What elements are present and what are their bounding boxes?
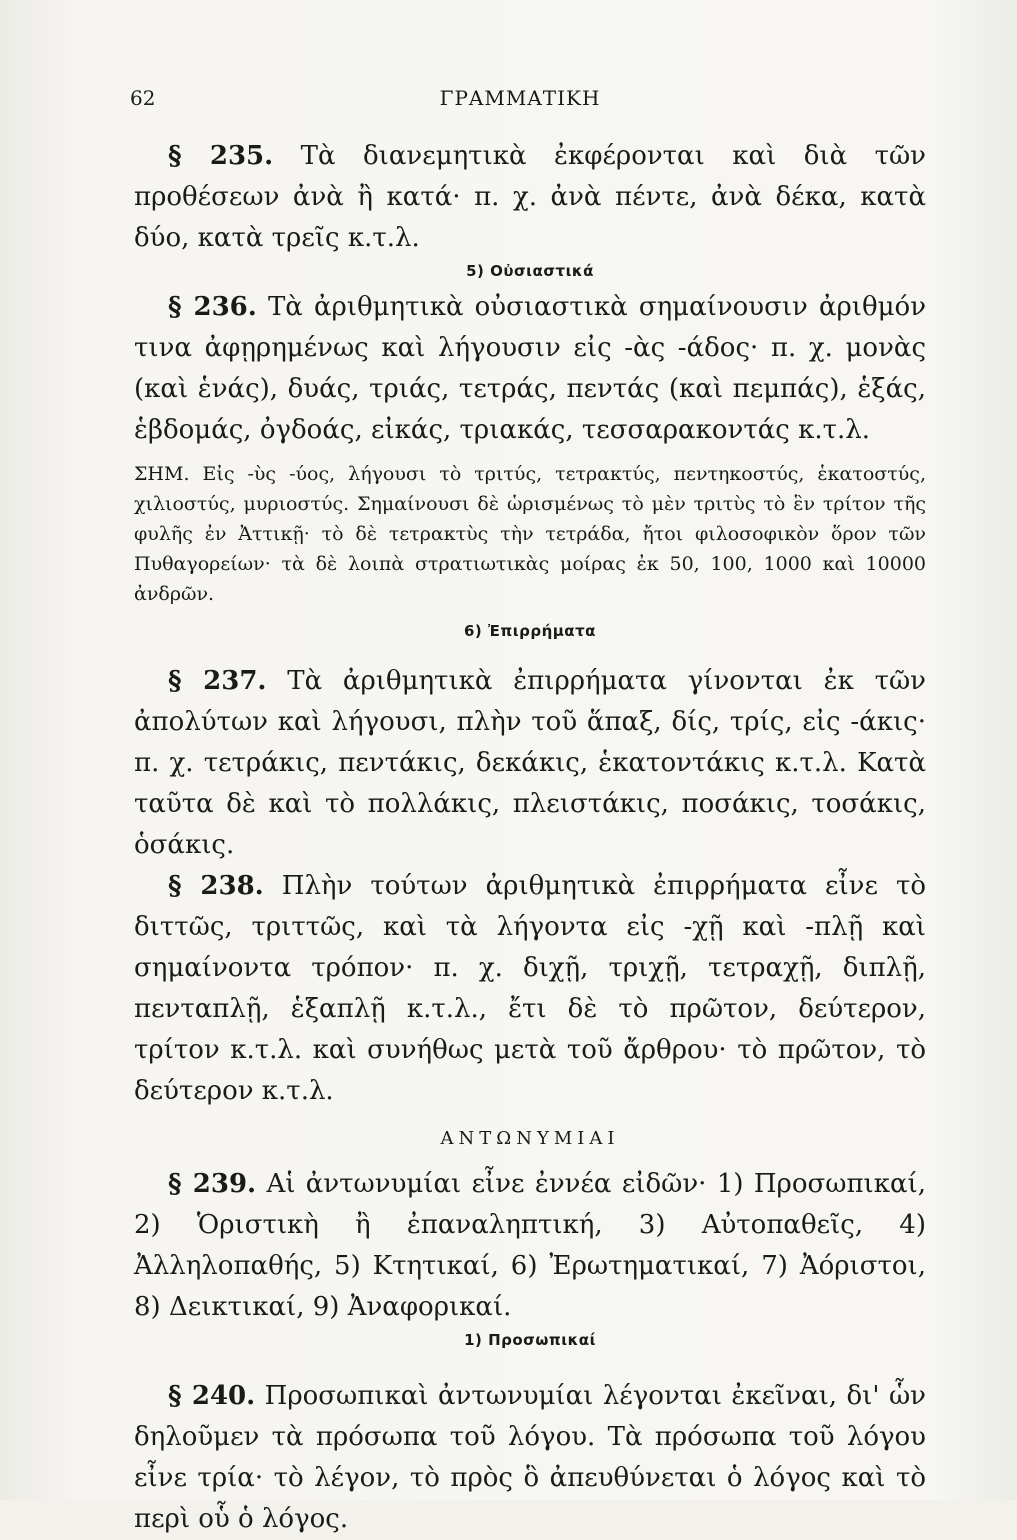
section-text: Τὰ διανεμητικὰ ἐκφέρονται καὶ διὰ τῶν προθέσεων ἀνὰ ἢ κατά· π. χ. ἀνὰ πέντε, ἀνὰ δέκα, κατὰ δύο, κατὰ τρεῖς κ.τ.λ. [134, 141, 926, 253]
section-text: Τὰ ἀριθμητικὰ οὐσιαστικὰ σημαίνουσιν ἀριθμόν τινα ἀφῃρημένως καὶ λήγουσιν εἰς -ὰς -άδος· π. χ. μονὰς (καὶ ἑνάς), δυάς, τριάς, τετράς, πεντάς (καὶ πεμπάς), ἑξάς, ἑβδομάς, ὀγδοάς, εἰκάς, τριακάς, τεσσαρακοντάς κ.τ.λ. [134, 292, 926, 445]
note-paragraph [134, 459, 926, 609]
note-text: Εἰς -ὺς -ύος, λήγουσι τὸ τριτύς, τετρακτύς, πεντηκοστύς, ἑκατοστύς, χιλιοστύς, μυριοστύς. Σημαίνουσι δὲ ὡρισμένως τὸ μὲν τριτὺς τὸ ἓν τρίτον τῆς φυλῆς ἐν Ἀττικῇ· τὸ δὲ τετρακτὺς τὴν τετράδα, ἤτοι φιλοσοφικὸν ὅρον τῶν Πυθαγορείων· τὰ δὲ λοιπὰ στρατιωτικὰς μοίρας ἐκ 50, 100, 1000 καὶ 10000 ἀνδρῶν. [134, 463, 926, 605]
note-label: ΣΗΜ. [134, 463, 190, 485]
section-number: § 240. [168, 1381, 256, 1411]
running-title: ΓΡΑΜΜΑΤΙΚΗ [439, 86, 601, 110]
subheading-adverbs: 6) Ἐπιρρήματα [464, 622, 596, 640]
section-238 [134, 866, 926, 1112]
section-240 [134, 1376, 926, 1540]
page-number: 62 [130, 86, 156, 110]
section-number: § 239. [168, 1169, 257, 1199]
section-number: § 235. [168, 141, 274, 171]
section-text: Πλὴν τούτων ἀριθμητικὰ ἐπιρρήματα εἶνε τὸ διττῶς, τριττῶς, καὶ τὰ λήγοντα εἰς -χῇ καὶ -πλῇ καὶ σημαίνοντα τρόπον· π. χ. διχῇ, τριχῇ, τετραχῇ, διπλῇ, πενταπλῇ, ἑξαπλῇ κ.τ.λ., ἔτι δὲ τὸ πρῶτον, δεύτερον, τρίτον κ.τ.λ. καὶ συνήθως μετὰ τοῦ ἄρθρου· τὸ πρῶτον, τὸ δεύτερον κ.τ.λ. [134, 871, 926, 1106]
subheading-nouns: 5) Οὐσιαστικά [466, 262, 594, 280]
section-235 [134, 136, 926, 259]
section-236 [134, 287, 926, 451]
section-text: Τὰ ἀριθμητικὰ ἐπιρρήματα γίνονται ἐκ τῶν ἀπολύτων καὶ λήγουσι, πλὴν τοῦ ἅπαξ, δίς, τρίς, εἰς -άκις· π. χ. τετράκις, πεντάκις, δεκάκις, ἑκατοντάκις κ.τ.λ. Κατὰ ταῦτα δὲ καὶ τὸ πολλάκις, πλειστάκις, ποσάκις, τοσάκις, ὁσάκις. [134, 666, 926, 860]
section-number: § 236. [168, 292, 257, 322]
chapter-heading-pronouns: ΑΝΤΩΝΥΜΙΑΙ [440, 1128, 620, 1149]
section-text: Προσωπικαὶ ἀντωνυμίαι λέγονται ἐκεῖναι, δι' ὧν δηλοῦμεν τὰ πρόσωπα τοῦ λόγου. Τὰ πρόσωπα τοῦ λόγου εἶνε τρία· τὸ λέγον, τὸ πρὸς ὃ ἀπευθύνεται ὁ λόγος καὶ τὸ περὶ οὗ ὁ λόγος. [134, 1381, 926, 1534]
section-239 [134, 1164, 926, 1328]
section-237 [134, 661, 926, 866]
section-number: § 238. [168, 871, 264, 901]
section-text: Αἱ ἀντωνυμίαι εἶνε ἐννέα εἰδῶν· 1) Προσωπικαί, 2) Ὁριστικὴ ἢ ἐπαναληπτική, 3) Αὐτοπαθεῖς, 4) Ἀλληλοπαθής, 5) Κτητικαί, 6) Ἐρωτηματικαί, 7) Ἀόριστοι, 8) Δεικτικαί, 9) Ἀναφορικαί. [134, 1169, 926, 1322]
page-body [134, 128, 926, 1540]
page-header [130, 86, 910, 116]
section-number: § 237. [168, 666, 267, 696]
subheading-personal: 1) Προσωπικαί [464, 1331, 596, 1349]
